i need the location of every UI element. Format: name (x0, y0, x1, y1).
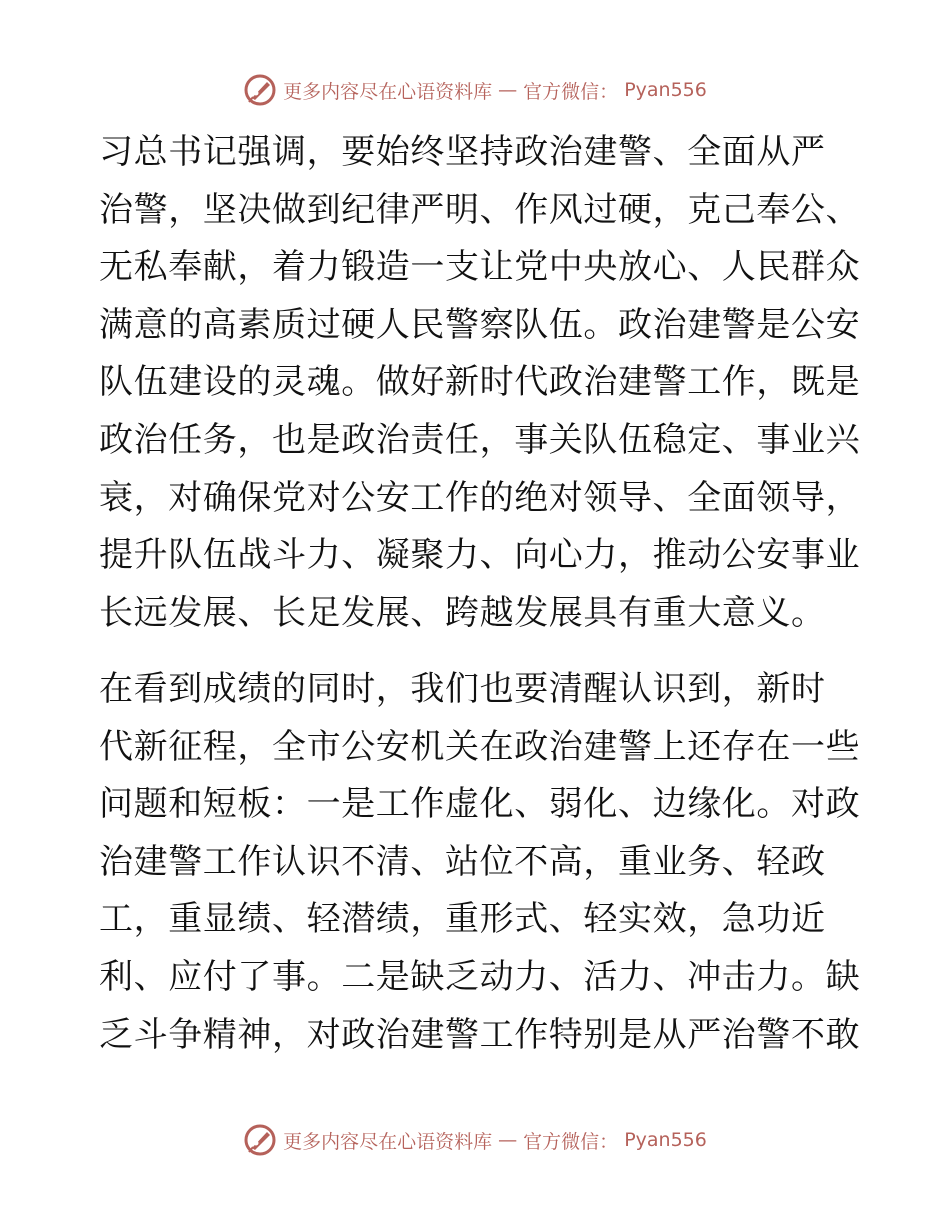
banner-official-label: 官方微信： (523, 80, 619, 103)
text-line: 衰，对确保党对公安工作的绝对领导、全面领导， (99, 477, 861, 518)
text-line: 在看到成绩的同时，我们也要清醒认识到，新时 (99, 669, 826, 709)
body-paragraph-2 (99, 661, 861, 1064)
text-line: 满意的高素质过硬人民警察队伍。政治建警是公安 (99, 304, 861, 345)
footer-watermark-banner (0, 1120, 950, 1160)
text-line: 无私奉献，着力锻造一支让党中央放心、人民群众 (99, 247, 861, 288)
banner-official-label: 官方微信： (523, 1130, 619, 1153)
quill-logo-icon (243, 73, 277, 107)
text-line: 提升队伍战斗力、凝聚力、向心力，推动公安事业 (99, 535, 861, 576)
quill-logo-icon (243, 1123, 277, 1157)
text-line: 习总书记强调，要始终坚持政治建警、全面从严 (99, 132, 826, 172)
text-line: 治警，坚决做到纪律严明、作风过硬，克己奉公、 (99, 189, 861, 230)
text-line: 利、应付了事。二是缺乏动力、活力、冲击力。缺 (99, 956, 861, 997)
text-line: 治建警工作认识不清、站位不高，重业务、轻政 (99, 841, 826, 882)
body-paragraph-1 (99, 124, 861, 642)
banner-dash: — (498, 1129, 518, 1151)
banner-wechat-id: Pyan556 (624, 1129, 707, 1151)
banner-text: 更多内容尽在心语资料库 (283, 80, 493, 103)
text-line: 工，重显绩、轻潜绩，重形式、轻实效，急功近 (99, 899, 826, 940)
text-line: 问题和短板：一是工作虚化、弱化、边缘化。对政 (99, 784, 861, 825)
banner-text: 更多内容尽在心语资料库 (283, 1130, 493, 1153)
header-watermark-banner (0, 70, 950, 110)
text-line: 队伍建设的灵魂。做好新时代政治建警工作，既是 (99, 362, 861, 403)
text-line: 政治任务，也是政治责任，事关队伍稳定、事业兴 (99, 419, 861, 460)
banner-wechat-id: Pyan556 (624, 79, 707, 101)
text-line: 长远发展、长足发展、跨越发展具有重大意义。 (99, 592, 826, 633)
text-line: 代新征程，全市公安机关在政治建警上还存在一些 (99, 726, 861, 767)
text-line: 乏斗争精神，对政治建警工作特别是从严治警不敢 (99, 1014, 861, 1055)
banner-dash: — (498, 79, 518, 101)
